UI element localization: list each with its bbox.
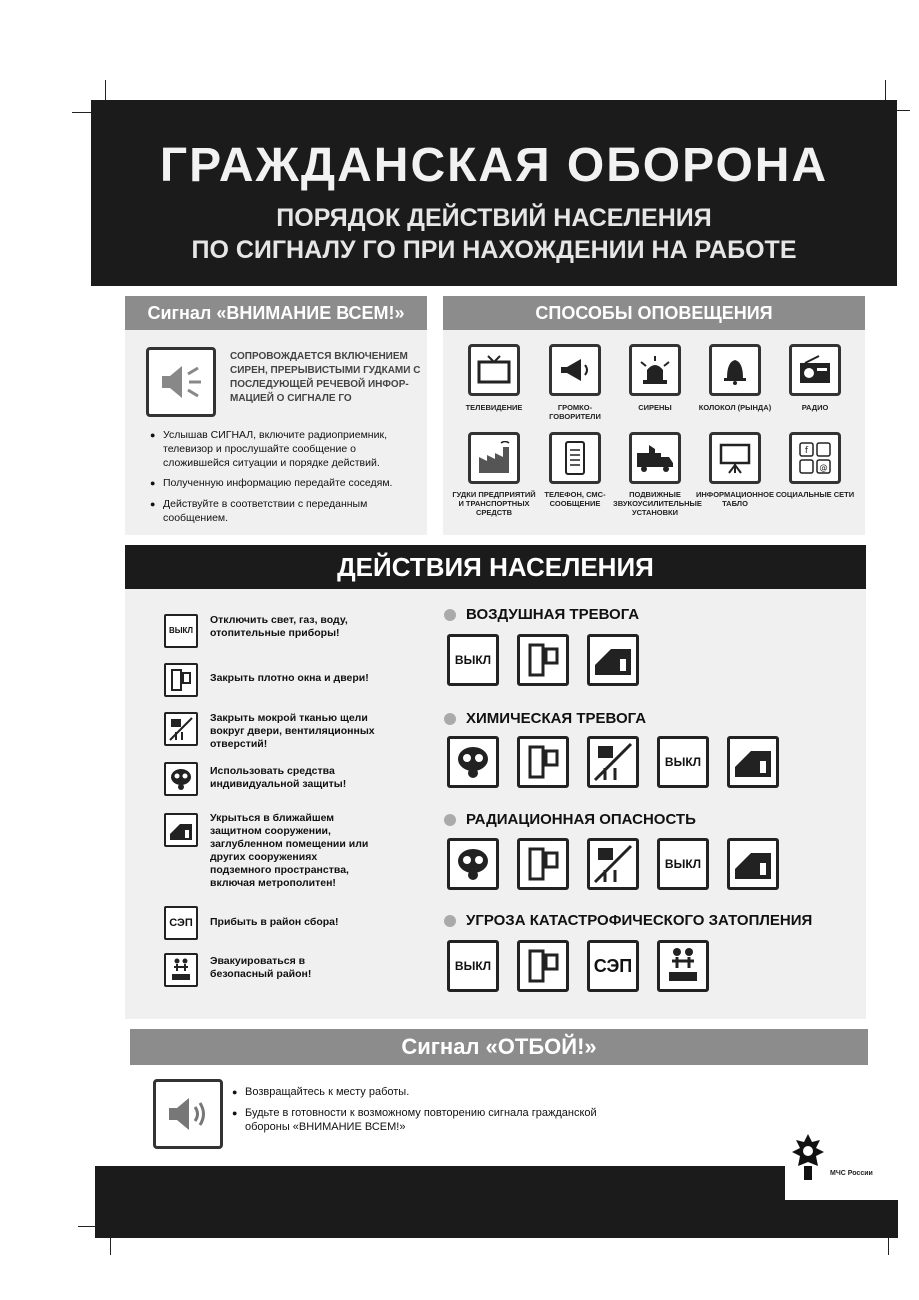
legend-text: Закрыть плотно окна и двери! (210, 672, 369, 684)
evacuate-icon (164, 953, 198, 987)
page-subtitle-line2: ПО СИГНАЛУ ГО ПРИ НАХОЖДЕНИИ НА РАБОТЕ (191, 236, 797, 264)
assembly-point-icon (164, 906, 198, 940)
close-door-icon (517, 838, 569, 890)
close-door-icon (517, 940, 569, 992)
social-icon (789, 432, 841, 484)
section-title-flood: УГРОЗА КАТАСТРОФИЧЕСКОГО ЗАТОПЛЕНИЯ (466, 912, 813, 929)
gas-mask-icon (447, 838, 499, 890)
speaker-icon (153, 1079, 223, 1149)
switch-off-icon (657, 736, 709, 788)
switch-off-icon (447, 634, 499, 686)
legend-text: Эвакуироваться в безопасный район! (210, 955, 312, 980)
attention-bullet: ● Услышав СИГНАЛ, включите радиоприемник, телевизор и прослушайте сообщение о сложившейся ситуации и порядке действий. (163, 428, 425, 470)
shelter-icon (727, 838, 779, 890)
method-label: ИНФОРМАЦИОННОЕ ТАБЛО (696, 490, 774, 508)
seal-gaps-icon (164, 712, 198, 746)
attention-bullet: ● Действуйте в соответствии с переданным сообщением. (163, 497, 425, 525)
actions-heading: ДЕЙСТВИЯ НАСЕЛЕНИЯ (125, 545, 866, 589)
tv-icon (468, 344, 520, 396)
sep-label: СЭП (593, 955, 633, 976)
method-label: СОЦИАЛЬНЫЕ СЕТИ (775, 490, 855, 499)
footer-bar-right (780, 1200, 898, 1238)
section-title-radiation: РАДИАЦИОННАЯ ОПАСНОСТЬ (466, 811, 696, 828)
svg-text:@: @ (819, 463, 828, 472)
truck-icon (629, 432, 681, 484)
siren-icon (629, 344, 681, 396)
sep-label: СЭП (169, 917, 193, 929)
speaker-icon (146, 347, 216, 417)
emblem-text: МЧС России (830, 1170, 873, 1177)
legend-text: Использовать средства индивидуальной защиты! (210, 765, 347, 790)
method-label: ПОДВИЖНЫЕ ЗВУКОУСИЛИТЕЛЬНЫЕ УСТАНОВКИ (613, 490, 702, 517)
radio-icon (789, 344, 841, 396)
evacuate-icon (657, 940, 709, 992)
page-subtitle-line1: ПОРЯДОК ДЕЙСТВИЙ НАСЕЛЕНИЯ (276, 204, 712, 232)
shelter-icon (727, 736, 779, 788)
section-title-chemical: ХИМИЧЕСКАЯ ТРЕВОГА (466, 710, 647, 727)
legend-text: Укрыться в ближайшем защитном сооружении, заглубленном помещении или других сооружениях подземного пространства, включая метрополитен! (210, 812, 369, 889)
method-label: ТЕЛЕФОН, СМС-СООБЩЕНИЕ (544, 490, 606, 508)
gas-mask-icon (447, 736, 499, 788)
header-banner (91, 100, 897, 286)
vykl-label: ВЫКЛ (664, 755, 702, 769)
methods-heading: СПОСОБЫ ОПОВЕЩЕНИЯ (443, 296, 865, 330)
legend-text: Отключить свет, газ, воду, отопительные приборы! (210, 614, 348, 639)
vykl-label: ВЫКЛ (168, 626, 194, 635)
gas-mask-icon (164, 762, 198, 796)
vykl-label: ВЫКЛ (454, 653, 492, 667)
otboy-bullet: ● Будьте в готовности к возможному повторению сигнала гражданской обороны «ВНИМАНИЕ ВСЕМ!» (245, 1106, 605, 1134)
factory-icon (468, 432, 520, 484)
close-door-icon (517, 736, 569, 788)
board-icon (709, 432, 761, 484)
legend-text: Закрыть мокрой тканью щели вокруг двери, вентиляционных отверстий! (210, 712, 375, 750)
svg-text:f: f (804, 446, 809, 456)
method-label: РАДИО (801, 403, 829, 412)
phone-icon (549, 432, 601, 484)
section-title-air-raid: ВОЗДУШНАЯ ТРЕВОГА (466, 606, 640, 623)
shelter-icon (587, 634, 639, 686)
legend-text: Прибыть в район сбора! (210, 916, 339, 928)
switch-off-icon (447, 940, 499, 992)
otboy-heading: Сигнал «ОТБОЙ!» (130, 1029, 868, 1065)
close-door-icon (164, 663, 198, 697)
otboy-bullet: ● Возвращайтесь к месту работы. (245, 1085, 845, 1099)
seal-gaps-icon (587, 736, 639, 788)
method-label: ГРОМКО-ГОВОРИТЕЛИ (549, 403, 601, 421)
page-title: ГРАЖДАНСКАЯ ОБОРОНА (159, 139, 829, 192)
footer-bar (95, 1166, 785, 1238)
attention-description: СОПРОВОЖДАЕТСЯ ВКЛЮЧЕНИЕМ СИРЕН, ПРЕРЫВИСТЫМИ ГУДКАМИ С ПОСЛЕДУЮЩЕЙ РЕЧЕВОЙ ИНФОР-МАЦИЕЙ О СИГНАЛЕ ГО (230, 351, 421, 404)
attention-heading: Сигнал «ВНИМАНИЕ ВСЕМ!» (125, 296, 427, 330)
vykl-label: ВЫКЛ (454, 959, 492, 973)
loudspeaker-icon (549, 344, 601, 396)
attention-bullet: ● Полученную информацию передайте соседям. (163, 476, 425, 490)
close-door-icon (517, 634, 569, 686)
bell-icon (709, 344, 761, 396)
seal-gaps-icon (587, 838, 639, 890)
switch-off-icon (657, 838, 709, 890)
method-label: ТЕЛЕВИДЕНИЕ (465, 403, 523, 412)
method-label: КОЛОКОЛ (РЫНДА) (698, 403, 772, 412)
method-label: СИРЕНЫ (638, 403, 672, 412)
switch-off-icon (164, 614, 198, 648)
emchs-emblem-icon (790, 1132, 826, 1188)
shelter-icon (164, 813, 198, 847)
method-label: ГУДКИ ПРЕДПРИЯТИЙ И ТРАНСПОРТНЫХ СРЕДСТВ (452, 490, 536, 517)
assembly-point-icon (587, 940, 639, 992)
vykl-label: ВЫКЛ (664, 857, 702, 871)
